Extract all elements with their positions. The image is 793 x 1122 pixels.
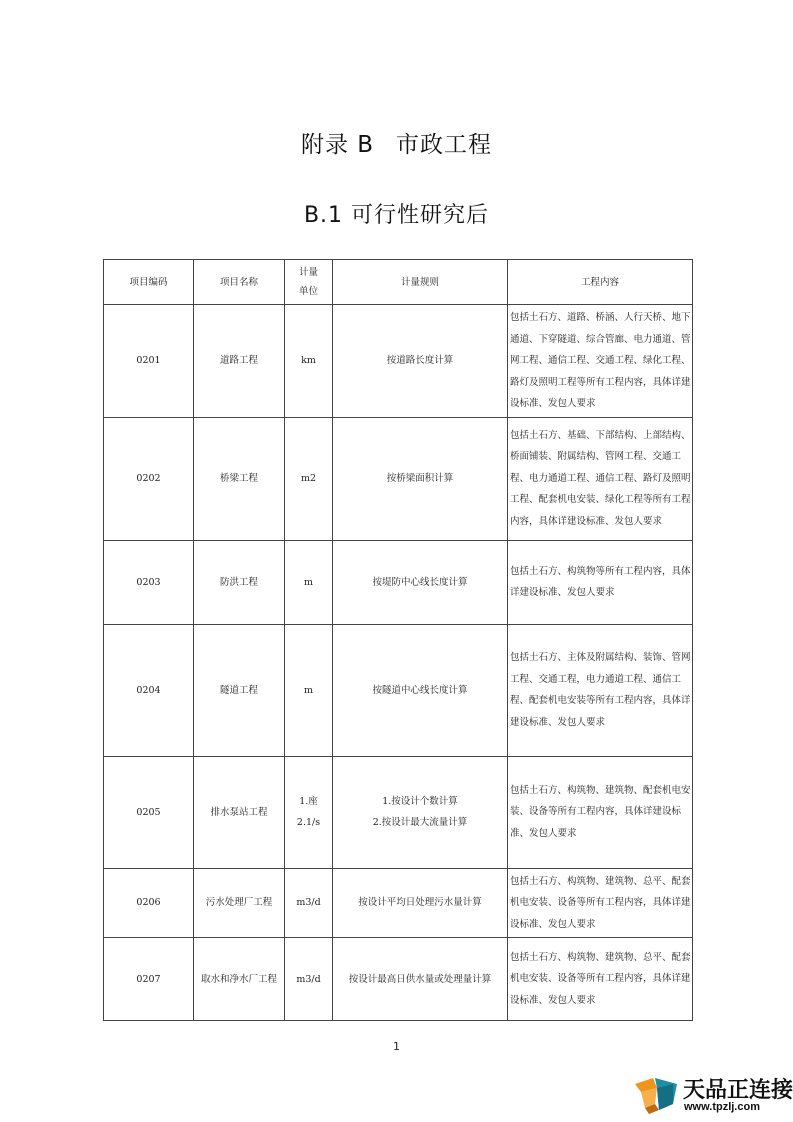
cell-content: 包括土石方、主体及附属结构、装饰、管网工程、交通工程，电力通道工程、通信工程、配套机电安装等所有工程内容，具体详建设标准、发包人要求: [508, 624, 693, 756]
cell-unit: m: [285, 624, 333, 756]
cell-rule: [333, 756, 508, 868]
appendix-label: 附录 B: [300, 132, 375, 158]
cell-name: 排水泵站工程: [194, 756, 285, 868]
table-row: [104, 756, 693, 868]
cell-content: 包括土石方、构筑物、建筑物、配套机电安装、设备等所有工程内容，具体详建设标准、发包人要求: [508, 756, 693, 868]
header-content: 工程内容: [508, 260, 693, 305]
header-name: 项目名称: [194, 260, 285, 305]
cell-rule: 按桥梁面积计算: [333, 417, 508, 540]
cell-code: 0204: [104, 624, 194, 756]
table-header-row: [104, 260, 693, 305]
cell-unit: [285, 756, 333, 868]
cell-rule: 按道路长度计算: [333, 305, 508, 418]
cell-code: 0202: [104, 417, 194, 540]
cell-rule: 按隧道中心线长度计算: [333, 624, 508, 756]
cell-name: 取水和净水厂工程: [194, 938, 285, 1021]
cell-code: 0207: [104, 938, 194, 1021]
cell-content: 包括土石方、道路、桥涵、人行天桥、地下通道、下穿隧道、综合管廊、电力通道、管网工程、通信工程、交通工程、绿化工程、路灯及照明工程等所有工程内容，具体详建设标准、发包人要求: [508, 305, 693, 418]
cell-code: 0206: [104, 868, 194, 938]
table-row: [104, 624, 693, 756]
project-table: [103, 259, 693, 1021]
cell-name: 桥梁工程: [194, 417, 285, 540]
watermark-name: 天品正连接: [683, 1078, 793, 1103]
header-unit: [285, 260, 333, 305]
table-row: [104, 540, 693, 624]
header-unit-line2: 单位: [298, 286, 318, 297]
cell-unit-line1: 1.座: [299, 796, 318, 807]
cell-unit-line2: 2.1/s: [296, 817, 321, 828]
cell-unit: m3/d: [285, 938, 333, 1021]
table-row: [104, 305, 693, 418]
table-row: [104, 868, 693, 938]
watermark-url: www.tpzlj.com: [684, 1101, 760, 1113]
cell-name: 隧道工程: [194, 624, 285, 756]
section-title: B.1 可行性研究后: [303, 203, 490, 228]
header-unit-line1: 计量: [298, 267, 318, 278]
appendix-name: 市政工程: [396, 132, 493, 158]
cell-name: 道路工程: [194, 305, 285, 418]
header-code: 项目编码: [104, 260, 194, 305]
cell-rule: 按设计平均日处理污水量计算: [333, 868, 508, 938]
watermark-logo-icon: [633, 1074, 679, 1116]
cell-name: 防洪工程: [194, 540, 285, 624]
table-row: [104, 938, 693, 1021]
cell-code: 0203: [104, 540, 194, 624]
cell-unit: m2: [285, 417, 333, 540]
cell-content: 包括土石方、构筑物、建筑物、总平、配套机电安装、设备等所有工程内容，具体详建设标准、发包人要求: [508, 938, 693, 1021]
cell-name: 污水处理厂工程: [194, 868, 285, 938]
cell-code: 0201: [104, 305, 194, 418]
cell-code: 0205: [104, 756, 194, 868]
page-number: 1: [393, 1040, 400, 1053]
header-rule: 计量规则: [333, 260, 508, 305]
cell-rule-line1: 1.按设计个数计算: [382, 796, 458, 807]
cell-unit: m3/d: [285, 868, 333, 938]
watermark: [633, 1072, 793, 1116]
cell-unit: km: [285, 305, 333, 418]
cell-content: 包括土石方、构筑物等所有工程内容，具体详建设标准、发包人要求: [508, 540, 693, 624]
cell-content: 包括土石方、基础、下部结构、上部结构、桥面铺装、附属结构、管网工程、交通工程、电力通道工程、通信工程、路灯及照明工程、配套机电安装、绿化工程等所有工程内容，具体详建设标准、发包人要求: [508, 417, 693, 540]
appendix-title: [0, 126, 793, 159]
cell-rule: 按堤防中心线长度计算: [333, 540, 508, 624]
cell-rule-line2: 2.按设计最大流量计算: [372, 817, 468, 828]
cell-content: 包括土石方、构筑物、建筑物、总平、配套机电安装、设备等所有工程内容，具体详建设标准、发包人要求: [508, 868, 693, 938]
cell-unit: m: [285, 540, 333, 624]
cell-rule: 按设计最高日供水量或处理量计算: [333, 938, 508, 1021]
table-row: [104, 417, 693, 540]
